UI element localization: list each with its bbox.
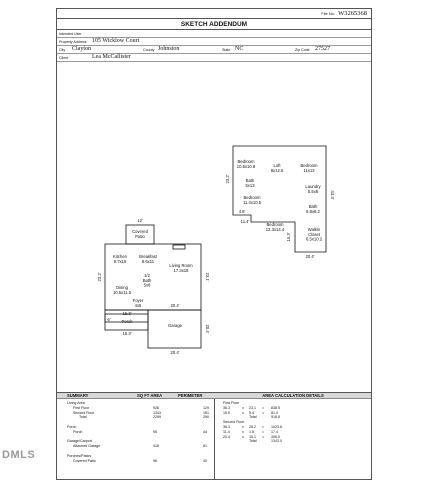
sf-room-4: Laundry 5.5x8: [305, 184, 321, 194]
calc-cell: =: [262, 429, 265, 434]
sf-room-8: Walkin Closet 6.5x10.2: [305, 227, 323, 242]
ff-dim-patio: 12': [137, 218, 143, 223]
sf-room-5: Bedroom 11.4x10.5: [242, 195, 262, 205]
area-summary: [57, 392, 371, 480]
calc-cell: Second Floor: [223, 420, 245, 425]
calc-cell: x: [242, 425, 244, 429]
calc-cell: 36.3: [223, 405, 230, 410]
calc-cell: 28.2: [249, 425, 256, 429]
sf-dim-step-a: 4.8': [238, 209, 246, 214]
calc-row: [215, 439, 365, 444]
sketch-addendum-sheet: [56, 8, 372, 480]
summary-row-sqft: 95: [153, 429, 157, 434]
calc-cell: 918.5: [271, 415, 280, 420]
summary-row-label: First Floor: [73, 405, 90, 410]
sf-room-2: Bedroom 11x12: [300, 163, 318, 173]
calc-cell: 11.4: [223, 429, 230, 434]
summary-row: [57, 444, 215, 449]
calc-cell: 17.4: [271, 429, 278, 434]
ff-dim-porch-top: 15.3': [122, 311, 132, 316]
calc-cell: 20.4: [223, 434, 230, 439]
intended-user-row: [57, 30, 371, 38]
client-row: [57, 54, 371, 62]
summary-row-label: Covered Patio: [73, 458, 96, 463]
summary-row-sqft: 926: [153, 405, 159, 410]
calc-cell: Total: [249, 439, 257, 444]
ff-room-1: Kitchen 9.7x15: [113, 254, 127, 264]
mls-watermark: DMLS: [2, 449, 36, 461]
calc-row: [215, 420, 365, 425]
summary-row-label: Living Area: [67, 401, 85, 405]
ff-dim-garage-right: 20.4': [205, 324, 210, 334]
ff-dim-porch-bottom: 15.3': [122, 331, 132, 336]
state-label: State: [222, 47, 231, 52]
summary-row-perimeter: 290: [203, 415, 209, 420]
summary-row: [57, 420, 215, 425]
ff-room-6: Foyer 4x5: [132, 298, 144, 308]
summary-table: [57, 393, 215, 480]
summary-row-sqft: 416: [153, 444, 159, 449]
summary-header: [57, 393, 215, 399]
calc-cell: =: [262, 434, 265, 439]
client-label: Client: [59, 55, 69, 60]
summary-row-label: Garage/Carport: [67, 439, 92, 444]
calc-cell: 15.0: [223, 410, 230, 415]
calc-cell: 15.1: [249, 434, 256, 439]
garage-outline: [148, 310, 201, 348]
ff-room-2: Breakfast 8.6x11: [139, 254, 157, 264]
calc-cell: x: [242, 434, 244, 439]
calc-cell: =: [262, 410, 265, 415]
floor-plan-drawing: [57, 71, 371, 392]
sf-room-7: Bedroom 12.3x14.4: [265, 222, 285, 232]
sf-room-1: Loft 8x12.5: [270, 163, 284, 173]
summary-row-sqft: 96: [153, 458, 157, 463]
summary-row-label: Porches/Patios: [67, 453, 92, 458]
calc-header-label: AREA CALCULATION DETAILS: [215, 393, 371, 399]
summary-row-perimeter: 81: [203, 444, 207, 449]
sf-dim-left: 23.2': [225, 174, 230, 184]
calc-cell: 81.0: [271, 410, 278, 415]
ff-room-0: Covered Patio: [132, 229, 148, 239]
ff-room-7: Porch: [121, 319, 133, 324]
sf-dim-bottom: 20.4': [305, 254, 315, 259]
sf-dim-right: 43.3': [330, 190, 335, 200]
ff-room-3: Living Room 17.3x18: [169, 263, 193, 273]
property-address-row: [57, 38, 371, 46]
state-value: NC: [235, 46, 244, 52]
sf-room-0: Bedroom 10.6x10.8: [236, 159, 256, 169]
ff-room-8: Garage: [168, 323, 182, 328]
summary-row-perimeter: 129: [203, 405, 209, 410]
calc-cell: 838.5: [271, 405, 280, 410]
summary-row-label: Second Floor: [73, 410, 95, 415]
fireplace-symbol: [173, 245, 185, 249]
ff-dim-garage-bottom: 20.4': [170, 350, 180, 355]
file-number-value: W3265368: [338, 10, 367, 17]
calc-cell: =: [262, 405, 265, 410]
zip-label: Zip Code: [295, 47, 310, 52]
summary-row-label: Total: [79, 415, 87, 420]
calc-cell: 1023.6: [271, 425, 282, 429]
summary-row-perimeter: 44: [203, 429, 207, 434]
summary-row-label: Porch: [67, 425, 77, 429]
property-address-value: 105 Wicklow Court: [92, 38, 140, 44]
calc-cell: x: [242, 410, 244, 415]
location-row: [57, 46, 371, 54]
ff-room-4: 1/2 Bath 5x6: [142, 273, 152, 288]
calc-cell: x: [242, 429, 244, 434]
calc-cell: First Floor: [223, 401, 240, 405]
ff-dim-porch-left: 6': [107, 317, 111, 322]
sf-room-6: Bath 6.8x8.2: [306, 204, 320, 214]
ff-dim-mid: 20.4': [170, 303, 180, 308]
sf-room-3: Bath 5x13: [245, 178, 255, 188]
property-address-label: Property Address: [59, 39, 87, 44]
sf-dim-step-b: 11.4': [240, 219, 250, 224]
summary-row-perimeter: 161: [203, 410, 209, 415]
calc-cell: 1343.0: [271, 439, 282, 444]
summary-row-label: Porch: [73, 429, 83, 434]
summary-row-label: Attached Garage: [73, 444, 101, 449]
client-value: Lea McCallister: [92, 54, 131, 60]
ff-dim-right: 23.1': [205, 272, 210, 282]
city-label: City: [59, 47, 66, 52]
page-title: SKETCH ADDENDUM: [57, 18, 371, 30]
area-calc-details: [215, 393, 371, 480]
calc-cell: =: [262, 425, 265, 429]
sf-dim-step-c: 15.3': [286, 232, 291, 242]
summary-row-sqft: 1343: [153, 410, 161, 415]
calc-cell: 36.3: [223, 425, 230, 429]
calc-cell: 306.0: [271, 434, 280, 439]
ff-dim-left: 23.2': [97, 272, 102, 282]
file-number: File No. W3265368: [321, 10, 367, 17]
zip-value: 27527: [315, 46, 330, 52]
intended-user-label: Intended User: [59, 31, 82, 36]
summary-row-perimeter: 40: [203, 458, 207, 463]
calc-cell: 1.5: [249, 429, 254, 434]
perimeter-header-label: PERIMETER: [178, 393, 203, 398]
county-value: Johnston: [158, 46, 180, 52]
summary-row-sqft: 2269: [153, 415, 161, 420]
calc-cell: x: [242, 405, 244, 410]
calc-cell: Total: [249, 415, 257, 420]
ff-room-5: Dining 10.5x11.5: [112, 285, 132, 295]
sqft-header-label: SQ FT AREA: [137, 393, 163, 398]
county-label: County: [143, 47, 155, 52]
summary-header-label: SUMMARY: [67, 393, 89, 398]
calc-cell: 5.4: [249, 410, 254, 415]
city-value: Clayton: [72, 46, 91, 52]
calc-cell: 23.1: [249, 405, 256, 410]
floor-plan-svg: [57, 71, 373, 392]
summary-row: [57, 459, 215, 464]
